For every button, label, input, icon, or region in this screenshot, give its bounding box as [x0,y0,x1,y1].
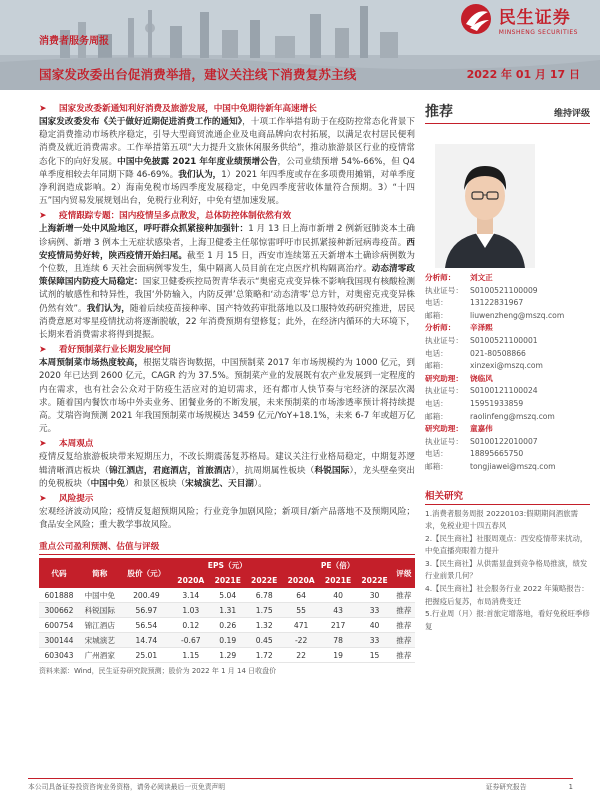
text-run: ，公司业绩预增 54%-66%，但 Q4 单季度相较去年同期下降 46-69%。 [39,156,415,180]
bold-text: 我们认为， [178,169,222,180]
table-cell: 推荐 [393,618,415,633]
col-name: 简称 [92,568,108,578]
table-row [39,618,415,633]
bold-text: 动态清零政策保障国内防疫大局稳定： [39,264,415,288]
contact-label: 邮箱： [425,361,448,371]
table-cell: 40 [356,618,392,633]
contact-value: xinzexi@mszq.com [470,361,543,371]
table-cell: 0.12 [172,618,209,633]
table-cell: 33 [356,603,392,618]
table-cell: 33 [356,633,392,648]
analyst-contact [425,348,590,361]
red-triangle-icon: ➤ [39,439,47,450]
table-cell: 推荐 [393,633,415,648]
table-cell: 22 [282,648,319,663]
text-run: 随着后续疫苗接种率、国产特效药审批落地以及口服特效药研究推进，居民消费意愿对零星疫情扰动将逐渐脱敏，22 年消费预期有望修复；此外，在经济内循环的大环境下，长期来看消费需求将得到提振。 [39,303,415,341]
contact-value: tongjiawei@mszq.com [470,461,556,471]
section-heading-text: 疫情跟踪专题：国内疫情呈多点散发，总体防控体制依然有效 [59,211,292,222]
analyst-name: 辛泽熙 [470,323,493,333]
section-paragraph [39,357,415,436]
col-price: 股价（元） [127,568,166,578]
related-list [425,508,590,634]
related-item[interactable]: 5.行业周（月）报:首旅定增落地，看好免税旺季修复 [425,609,590,631]
footer-disclaimer: 本公司具备证券投资咨询业务资格，请务必阅读最后一页免责声明 [28,783,226,791]
analyst-role: 分析师： [425,323,456,333]
section-paragraph [39,451,415,491]
section-heading-text: 本周观点 [59,439,94,450]
minsheng-logo-icon [459,2,495,36]
text-run: 1）2021 年四季度或存在多项费用摊销，对单季度净利润造成影响。2）海南免税市场四季度发展稳定，中免四季度营收体量符合预期。3）“十四五”国内贸易发展规划出台，免税行业利好，中免有望加速发展。 [39,169,415,207]
analyst-role: 研究助理： [425,373,463,383]
contact-label: 邮箱： [425,461,448,471]
table-cell: 78 [320,633,356,648]
table-row [39,603,415,618]
contact-value: raolinfeng@mszq.com [470,411,555,421]
text-run: ，十项工作举措有助于在疫防控常态化背景下稳定消费推动市场秩序稳定，引导大型商贸流通企业及电商品牌向农村拓展，以满足农村居民便利消费及就近消费需求。工作举措第五项“大力提升文旅休闲服务供给”，推动旅游景区行业的疫情常态化下的向好发展。 [39,117,415,167]
contact-label: 执业证号： [425,386,463,396]
page-number: 1 [568,783,573,791]
col-year: 2021E [214,576,241,586]
col-year: 2021E [324,576,352,586]
table-cell: 40 [320,588,356,603]
analyst-contact [425,461,590,474]
analyst-contact [425,411,590,424]
contact-label: 电话： [425,449,448,459]
table-cell: 471 [282,618,319,633]
table-cell: 1.15 [172,648,209,663]
bold-text: 上海新增一处中风险地区，呼吁群众抓紧接种加强针： [39,224,249,235]
related-title: 相关研究 [425,488,590,505]
report-header [0,0,600,90]
table-cell: 0.26 [209,618,245,633]
contact-label: 邮箱： [425,310,448,320]
table-cell: 56.97 [121,603,172,618]
col-code: 代码 [51,568,67,578]
table-cell: 5.04 [209,588,245,603]
table-cell: 科锐国际 [79,603,121,618]
table-cell: 3.14 [172,588,209,603]
analyst-name-row [425,322,590,335]
table-row [39,648,415,663]
table-cell: 603043 [39,648,79,663]
bold-text: 本周预制菜市场热度较高， [39,358,144,369]
forecast-table [39,558,415,663]
minsheng-logo [459,2,578,36]
bold-text: 国家发改委发布《关于做好近期促进消费工作的通知》 [39,117,243,127]
table-cell: 1.03 [172,603,209,618]
text-run: ），龙头壁垒突出的免税板块（ [39,465,415,489]
table-cell: 64 [282,588,319,603]
table-cell: 6.78 [246,588,282,603]
table-cell: 广州酒家 [79,648,121,663]
table-cell: 15 [356,648,392,663]
red-triangle-icon: ➤ [39,494,47,505]
report-date: 2022 年 01 月 17 日 [466,68,580,81]
text-run: 国家卫健委疾控局贺青华表示“奥密克戎变异株不影响我国现有核酸检测试剂的敏感性和特异性，我国‘外防输入，内防反弹’总策略和‘动态清零’总方针，对奥密克戎变异株仍然有效”。 [39,277,415,314]
analyst-contact [425,385,590,398]
red-triangle-icon: ➤ [39,211,47,222]
analyst-contact [425,297,590,310]
bold-text: 我们认为， [86,303,130,314]
main-content [39,101,415,676]
summary-sections [39,103,415,532]
contact-value: 021-80508866 [470,348,526,358]
table-cell: 1.31 [209,603,245,618]
col-eps: EPS（元） [207,561,247,571]
table-cell: 25.01 [121,648,172,663]
col-year: 2022E [251,576,278,586]
col-year: 2020A [287,576,315,586]
contact-label: 电话： [425,398,448,408]
analyst-photo [435,144,535,268]
contact-value: S0100121100024 [470,386,538,396]
table-cell: 1.75 [246,603,282,618]
analyst-contact [425,335,590,348]
table-cell: 600754 [39,618,79,633]
col-rating: 评级 [396,568,412,578]
contact-value: 18895665750 [470,449,524,459]
rating-label: 维持评级 [553,109,590,119]
table-cell: 56.54 [121,618,172,633]
analyst-name: 刘文正 [470,273,493,282]
col-pe: PE（倍） [320,561,355,571]
analyst-contact [425,285,590,298]
table-cell: 锦江酒店 [79,618,121,633]
related-item[interactable]: 4.【民生商社】社会服务行业 2022 年策略报告：把握疫后复苏，布局消费变迁 [425,584,589,606]
contact-value: S0100122010007 [470,436,538,446]
table-cell: -0.67 [172,633,209,648]
analyst-name: 童嘉伟 [470,424,493,434]
contact-label: 邮箱： [425,411,448,421]
recommend-label: 推荐 [425,104,453,120]
page-footer [28,778,573,791]
contact-label: 执业证号： [425,285,463,295]
contact-value: 15951933859 [470,398,524,408]
analyst-contact [425,448,590,461]
contact-label: 电话： [425,298,448,308]
analyst-contact [425,436,590,449]
table-cell: 推荐 [393,648,415,663]
analyst-name-row [425,272,590,285]
table-cell: 43 [320,603,356,618]
section-paragraph [39,506,415,532]
text-run: 截至 1 月 15 日，西安市连续第五天新增本土确诊病例数为个位数，且连续 6 天社会面病例零发生，集中隔离人员目前在定点医疗机构隔离治疗。 [39,250,415,275]
text-run: 宏观经济波动风险；疫情反复超预期风险；行业竞争加剧风险；新项目/新产品落地不及预期风险；食品安全风险；重大教学事故风险。 [39,507,415,531]
section-heading [39,210,415,223]
section-paragraph [39,223,415,342]
report-type: 消费者服务周报 [39,36,109,47]
section-heading [39,438,415,451]
section-heading-text: 风险提示 [59,494,94,505]
table-cell: 200.49 [121,588,172,603]
analyst-name-row [425,423,590,436]
table-cell: 1.32 [246,618,282,633]
bold-text: 中国中免披露 2021 年年度业绩预增公告 [117,156,278,167]
table-cell: 30 [356,588,392,603]
text-run: ）。 [253,478,267,489]
section-heading [39,493,415,506]
text-run: 疫情反复给旅游板块带来短期压力，不改长期震荡复苏格局。建议关注行业格局稳定，中期复苏逻辑清晰酒店板块（ [39,452,415,476]
analyst-contact [425,310,590,323]
table-cell: 19 [320,648,356,663]
contact-value: S0100521100009 [470,285,538,295]
table-cell: 55 [282,603,319,618]
logo-text-en: MINSHENG SECURITIES [498,28,578,36]
section-heading [39,344,415,357]
table-cell: 1.72 [246,648,282,663]
analyst-contact [425,398,590,411]
bold-text: 宋城演艺、天目湖 [185,478,254,489]
table-cell: -22 [282,633,319,648]
analyst-name-row [425,373,590,386]
report-title: 国家发改委出台促消费举措，建议关注线下消费复苏主线 [39,67,357,82]
analyst-info [425,272,590,474]
contact-label: 执业证号： [425,436,463,446]
bold-text: 科锐国际 [314,465,350,476]
bold-text: 西安疫情局势好转，陕西疫情开始扫尾。 [39,237,415,261]
table-cell: 推荐 [393,588,415,603]
logo-text-cn: 民生证券 [498,7,571,28]
contact-label: 执业证号： [425,335,463,345]
analyst-role: 研究助理： [425,424,463,434]
rating-bar [425,101,590,124]
analyst-role: 分析师： [425,273,456,282]
related-item[interactable]: 3.【民生商社】从供需显盘到竞争格局推演，绩发行业前景几何？ [425,558,588,581]
table-cell: 14.74 [121,633,172,648]
text-run: ），抗周期属性板块（ [231,465,315,476]
text-run: ）和景区板块（ [124,478,186,489]
table-row [39,633,415,648]
table-row [39,588,415,603]
table-title: 重点公司盈利预测、估值与评级 [39,540,415,555]
section-heading-text: 国家发改委新通知利好消费及旅游发展，中国中免期待新年高速增长 [59,104,317,114]
sidebar [425,101,590,633]
table-cell: 300144 [39,633,79,648]
bold-text: 中国中免 [90,478,125,489]
section-heading [39,103,415,116]
analyst-name: 饶临风 [470,373,493,383]
table-cell: 217 [320,618,356,633]
table-cell: 宋城演艺 [79,633,121,648]
table-cell: 推荐 [393,603,415,618]
table-source: 资料来源：Wind，民生证券研究院预测；股价为 2022 年 1 月 14 日收盘价 [39,667,277,676]
col-year: 2022E [361,576,388,586]
table-cell: 300662 [39,603,79,618]
section-heading-text: 看好预制菜行业长期发展空间 [59,345,171,356]
contact-value: 13122831967 [470,298,524,308]
section-paragraph [39,116,415,208]
related-item[interactable]: 2.【民生商社】社服周观点：西安疫情带来扰动，中免直播亮眼着力提升 [425,533,588,556]
contact-value: S0100521100001 [470,335,538,345]
bold-text: 锦江酒店，君庭酒店，首旅酒店 [108,465,232,476]
table-cell: 0.45 [246,633,282,648]
footer-report-label: 证券研究报告 [485,783,527,791]
table-cell: 中国中免 [79,588,121,603]
contact-value: liuwenzheng@mszq.com [470,310,565,320]
table-cell: 601888 [39,588,79,603]
red-triangle-icon: ➤ [39,104,47,114]
table-body [39,588,415,663]
col-year: 2020A [177,576,205,586]
contact-label: 电话： [425,348,448,358]
red-triangle-icon: ➤ [39,345,47,356]
related-item[interactable]: 1.消费者服务周报 20220103:假期期间酒旅需求，免税业迎十四五春风 [425,508,578,531]
text-run: 1 月 13 日上海市新增 2 例新冠肺炎本土确诊病例、新增 3 例本土无症状感染者，上海卫健委主任邬惊雷呼吁市民抓紧接种新冠病毒疫苗。 [39,224,415,248]
table-cell: 1.29 [209,648,245,663]
text-run: 根据艾瑞咨询数据，中国预制菜 2017 年市场规模约为 1000 亿元，到 2020 年已达到 2600 亿元，CAGR 约为 37.5%。预制菜产业的发展既有农产业发展到一定程度的内在需求，也有社会公众对于防疫生活应对的迫切需求，还有都市人快节奏与宅经济的深层次渴求。随着国内餐饮市场中外卖业务、团餐业务的不断发展，未来预制菜的市场渗透率预计将持续提高。艾瑞咨询预测 2021 年我国预制菜市场规模达 3459 亿元/YoY+18.1%，未来 6-7 年或超万亿元。 [39,358,415,435]
analyst-contact [425,360,590,373]
table-cell: 0.19 [209,633,245,648]
